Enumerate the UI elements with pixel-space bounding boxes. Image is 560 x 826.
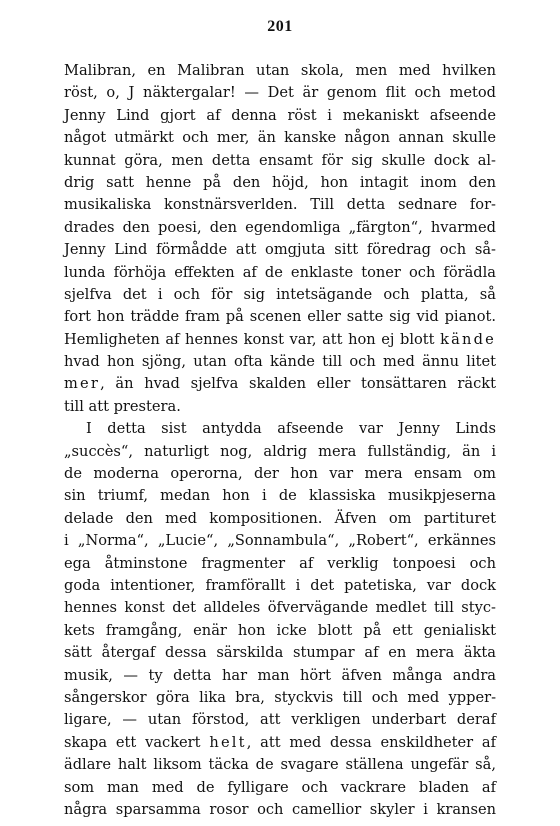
text-segment: , än hvad sjelfva skalden eller tonsättaren räckt [100, 375, 496, 393]
text-line: fort hon trädde fram på scenen eller satte sig vid pianot. [64, 308, 496, 326]
text-line: några sparsamma rosor och camellior skyler i kransen [64, 800, 496, 818]
text-line: kunnat göra, men detta ensamt för sig skulle dock al- [64, 151, 496, 169]
text-line: delade den med kompositionen. Äfven om partituret [64, 509, 496, 527]
text-line: Jenny Lind förmådde att omgjuta sitt föredrag och så- [64, 241, 496, 259]
text-line: Jenny Lind gjort af denna röst i mekaniskt afseende [64, 106, 496, 124]
text-line: de moderna operorna, der hon var mera ensam om [64, 465, 496, 483]
text-line: goda intentioner, framförallt i det patetiska, var dock [64, 576, 496, 594]
text-line: sätt återgaf dessa särskilda stumpar af en mera äkta [64, 644, 496, 662]
text-line: sjelfva det i och för sig intetsägande och platta, så [64, 285, 496, 303]
text-line [64, 373, 496, 395]
text-segment: Hemligheten af hennes konst var, att hon ej blott [64, 330, 435, 348]
page-number: 201 [267, 18, 293, 35]
text-line: „succès“, naturligt nog, aldrig mera fullständig, än i [64, 442, 496, 460]
text-line: kets framgång, enär hon icke blott på ett genialiskt [64, 621, 496, 639]
text-line: hennes konst det alldeles öfvervägande medlet till styc- [64, 599, 496, 617]
text-line: något utmärkt och mer, än kanske någon annan skulle [64, 129, 496, 147]
emphasized-word: kände [440, 330, 496, 348]
text-line: Malibran, en Malibran utan skola, men med hvilken [64, 62, 496, 79]
text-line: ligare, — utan förstod, att verkligen underbart deraf [64, 711, 496, 729]
text-line: som man med de fylligare och vackrare bladen af [64, 778, 496, 796]
text-line: lunda förhöja effekten af de enklaste toner och förädla [64, 263, 496, 281]
text-line: hvad hon sjöng, utan ofta kände till och med ännu litet [64, 353, 496, 371]
body-text [64, 60, 496, 821]
emphasized-word: mer [64, 375, 101, 393]
text-line: till att prestera. [64, 397, 181, 415]
text-line [64, 732, 496, 754]
text-line: musik, — ty detta har man hört äfven många andra [64, 666, 496, 684]
text-segment: skapa ett vackert [64, 733, 201, 751]
text-line: ädlare halt liksom täcka de svagare ställena ungefär så, [64, 756, 496, 774]
text-line: I detta sist antydda afseende var Jenny Linds [86, 420, 496, 438]
text-line: musikaliska konstnärsverlden. Till detta sednare for- [64, 196, 496, 214]
text-segment: , att med dessa enskildheter af [246, 733, 496, 751]
text-line: drig satt henne på den höjd, hon intagit inom den [64, 173, 496, 191]
emphasized-word: helt [209, 733, 247, 751]
text-line: sångerskor göra lika bra, styckvis till och med ypper- [64, 688, 496, 706]
text-line: röst, o, J näktergalar! — Det är genom flit och metod [64, 84, 496, 102]
text-line: drades den poesi, den egendomliga „färgton“, hvarmed [64, 218, 496, 236]
text-line: i „Norma“, „Lucie“, „Sonnambula“, „Robert“, erkännes [64, 532, 496, 550]
text-line [64, 329, 496, 351]
text-line: ega åtminstone fragmenter af verklig tonpoesi och [64, 554, 496, 572]
text-line: sin triumf, medan hon i de klassiska musikpjeserna [64, 487, 496, 505]
